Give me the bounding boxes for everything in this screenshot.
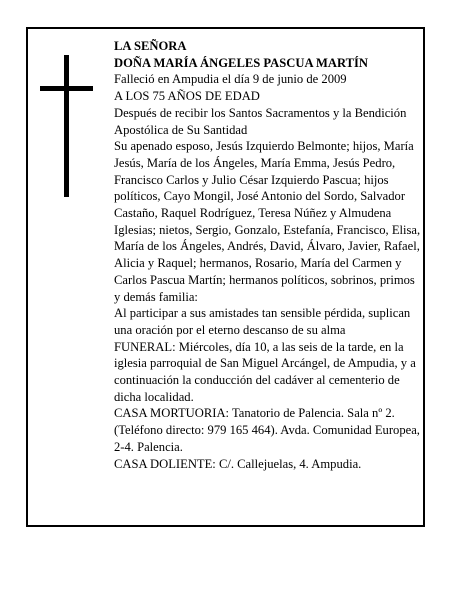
mortuary-paragraph: CASA MORTUORIA: Tanatorio de Palencia. Sala nº 2. (Teléfono directo: 979 165 464). Avda. Comunidad Europea, 2-4. Palencia.: [114, 406, 420, 454]
age-line: A LOS 75 AÑOS DE EDAD: [114, 89, 260, 104]
family-paragraph: Su apenado esposo, Jesús Izquierdo Belmonte; hijos, María Jesús, María de los Ángeles, María Emma, Jesús Pedro, Francisco Carlos y Julio César Izquierdo Pascua; hijos políticos, Cayo Mongil, José Antonio del Sordo, Salvador Castaño, Raquel Rodríguez, Teresa Núñez y Almudena Iglesias; nietos, Sergio, Gonzalo, Estefanía, Francisco, Elisa, María de los Ángeles, Andrés, David, Álvaro, Javier, Rafael, Alicia y Raquel; hermanos, Rosario, María del Carmen y Carlos Pascua Martín; hermanos políticos, sobrinos, primos y demás familia:: [114, 139, 421, 304]
request-paragraph: Al participar a sus amistades tan sensible pérdida, suplican una oración por el eterno descanso de su alma: [114, 306, 411, 337]
mourning-house-paragraph: CASA DOLIENTE: C/. Callejuelas, 4. Ampudia.: [114, 456, 362, 471]
notice-title: LA SEÑORA: [114, 39, 187, 53]
death-line: Falleció en Ampudia el día 9 de junio de 2009: [114, 72, 347, 87]
funeral-paragraph: FUNERAL: Miércoles, día 10, a las seis de la tarde, en la iglesia parroquial de San Miguel Arcángel, de Ampudia, y a continuación la conducción del cadáver al cementerio de dicha localidad.: [114, 339, 416, 404]
deceased-name: DOÑA MARÍA ÁNGELES PASCUA MARTÍN: [114, 55, 369, 70]
sacraments-paragraph: Después de recibir los Santos Sacramentos y la Bendición Apostólica de Su Santidad: [114, 105, 407, 137]
cross-horizontal-bar: [40, 86, 93, 91]
obituary-text: [114, 38, 424, 472]
cross-vertical-bar: [64, 55, 69, 197]
